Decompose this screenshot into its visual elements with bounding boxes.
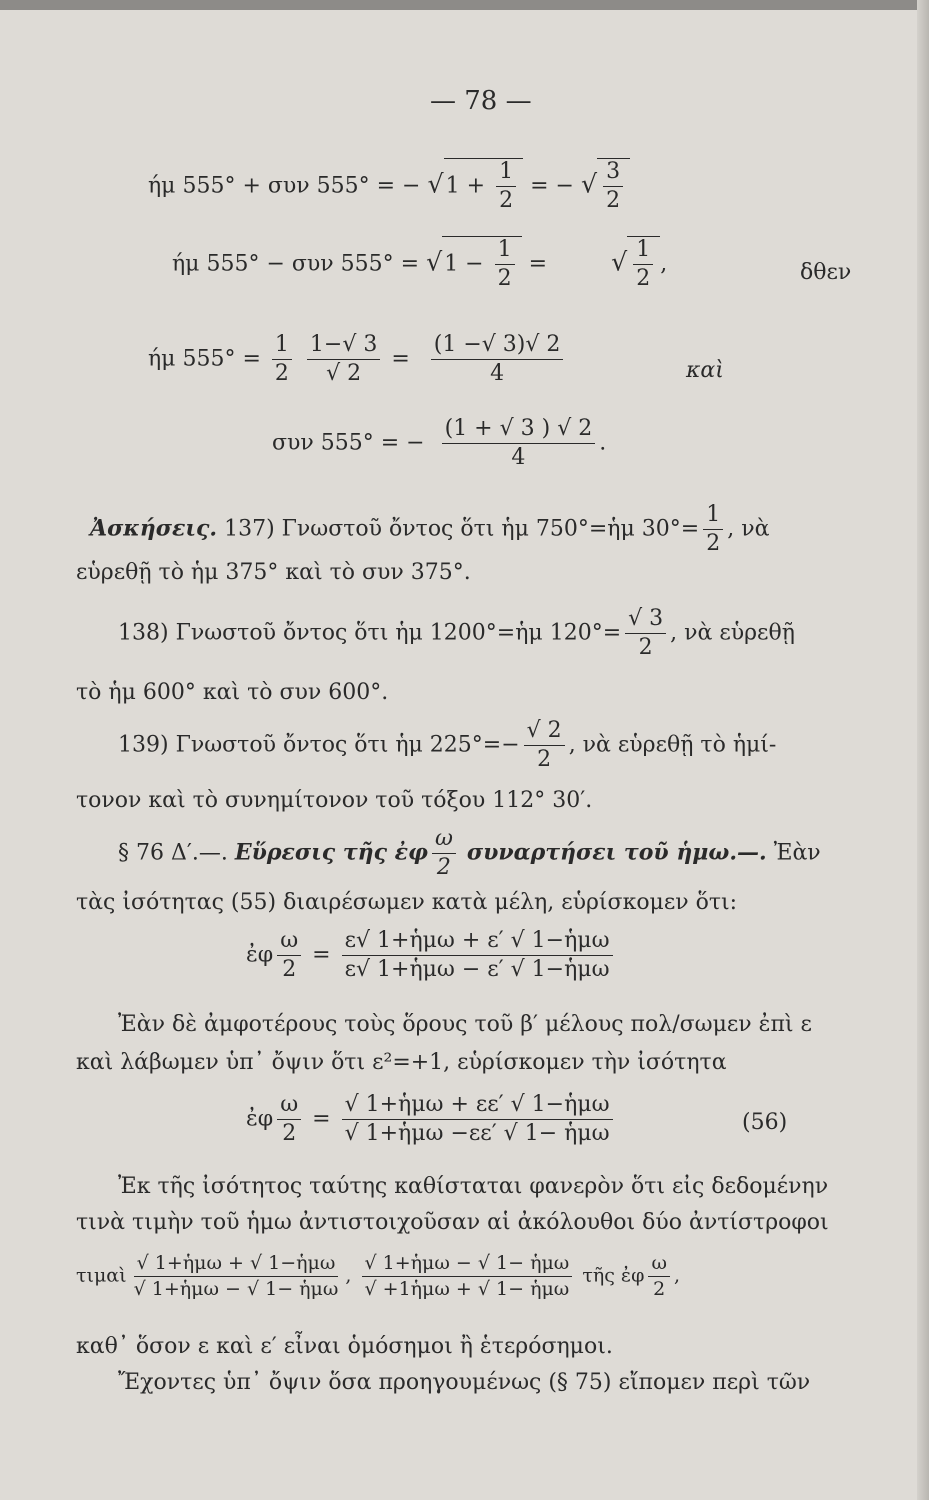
ex139-tail: , νὰ εὑρεθῇ τὸ ἡμί- [568, 732, 777, 758]
eq1-frac2-num: 3 [603, 161, 623, 187]
eq4-den: 4 [511, 445, 526, 470]
equation-1: ήμ 555° + συν 555° = − √1 + $\frac{1}{2}$ = − √ $\frac{3}{2}$ [148, 158, 630, 212]
text-ean-line1: Ἐὰν δὲ ἀμφοτέρους τοὺς ὅρους τοῦ β′ μέλους πολ/σωμεν ἐπὶ ε [118, 1012, 812, 1037]
ex139-frac-den: 2 [537, 747, 552, 772]
eq7-left: τιμαὶ [76, 1264, 127, 1287]
ex139-text: 139) Γνωστοῦ ὄντος ὅτι ἡμ 225°=− [118, 732, 520, 758]
eq1-rad: 1 + [445, 173, 486, 199]
scan-top-border [0, 0, 929, 10]
text-kath: καθ᾽ ὅσον ε καὶ ε′ εἶναι ὁμόσημοι ἢ ἑτερόσημοι. [76, 1334, 613, 1359]
eq4-tail: . [599, 430, 607, 456]
exercise-138-line2: τὸ ἡμ 600° καὶ τὸ συν 600°. [76, 680, 389, 705]
eq5-lf-num: ω [277, 930, 301, 956]
scan-right-edge [917, 0, 929, 1500]
eq5-den: ε√ 1+ἡμω − ε′ √ 1−ἡμω [344, 957, 610, 982]
eq3-f1-den: 2 [274, 361, 289, 386]
eq2-frac-num: 1 [495, 239, 515, 265]
eq3-f3-num: (1 −√ 3)√ 2 [431, 334, 564, 360]
text-echontes: Ἔχοντες ὑπ᾽ ὄψιν ὅσα προηγουμένως (§ 75) εἴπομεν περὶ τῶν [118, 1370, 811, 1395]
eq7-rf-num: ω [648, 1254, 670, 1277]
exercises-heading: Ἀσκήσεις. [90, 515, 218, 542]
eq1-frac-num: 1 [496, 161, 516, 187]
eq3-mid: = [391, 346, 410, 372]
eq3-word: καὶ [686, 358, 724, 383]
eq7-tail: , [673, 1264, 680, 1287]
eq2-frac2-num: 1 [633, 239, 653, 265]
eq2-frac2-den: 2 [636, 266, 651, 291]
ex138-frac-den: 2 [638, 635, 653, 660]
eq2-word: δθεν [800, 260, 852, 285]
exercise-137-line2: εὑρεθῇ τὸ ἡμ 375° καὶ τὸ συν 375°. [76, 560, 471, 585]
text-isotites: τὰς ἰσότητας (55) διαιρέσωμεν κατὰ μέλη, εὑρίσκομεν ὅτι: [76, 890, 738, 915]
eq2-rad: 1 − [444, 251, 484, 277]
eq3-f1-num: 1 [272, 334, 292, 360]
eq6-lf-num: ω [277, 1094, 301, 1120]
eq3-f2-num: 1−√ 3 [307, 334, 380, 360]
eq1-left: ήμ 555° + συν 555° = − [148, 173, 421, 199]
equation-5 [246, 930, 617, 981]
eq7-rf-den: 2 [653, 1278, 666, 1300]
eq5-left: ἐφ [246, 942, 274, 968]
eq1-frac2-den: 2 [606, 188, 621, 213]
sec76-num: § 76 Δ′.—. [118, 840, 228, 866]
equation-7 [76, 1254, 680, 1299]
equation-2: ήμ 555° − συν 555° = √1 − $\frac{1}{2}$ = √ $\frac{1}{2}$ , [172, 237, 668, 291]
ex138-text: 138) Γνωστοῦ ὄντος ὅτι ἡμ 1200°=ἡμ 120°= [118, 620, 622, 646]
ex139-frac-num: √ 2 [524, 720, 565, 746]
exercise-137-line1 [90, 504, 769, 555]
eq7-right: τῆς ἐφ [582, 1264, 645, 1287]
eq7-sep: , [345, 1264, 352, 1287]
eq4-left: συν 555° = − [272, 430, 425, 456]
eq6-den: √ 1+ἡμω −εε′ √ 1− ἡμω [344, 1121, 610, 1146]
eq7-f1-den: √ 1+ἡμω − √ 1− ἡμω [133, 1278, 339, 1300]
section-76-heading [118, 828, 821, 879]
eq1-frac-den: 2 [499, 188, 514, 213]
exercise-138-line1 [118, 608, 795, 659]
eq4-num: (1 + √ 3 ) √ 2 [442, 418, 596, 444]
eq6-num: √ 1+ἡμω + εε′ √ 1−ἡμω [342, 1094, 613, 1120]
eq5-lf-den: 2 [282, 957, 297, 982]
ex138-tail: , νὰ εὑρεθῇ [670, 620, 795, 646]
eq3-f2-den: √ 2 [326, 361, 362, 386]
exercise-139-line2: τονον καὶ τὸ συνημίτονον τοῦ τόξου 112° 30′. [76, 788, 593, 813]
text-ek-line2: τινὰ τιμὴν τοῦ ἡμω ἀντιστοιχοῦσαν αἱ ἀκόλουθοι δύο ἀντίστροφοι [76, 1210, 829, 1235]
eq6-lf-den: 2 [282, 1121, 297, 1146]
eq5-mid: = [312, 942, 331, 968]
eq2-left: ήμ 555° − συν 555° = [172, 251, 420, 277]
equation-3 [148, 334, 567, 385]
ex137-text: 137) Γνωστοῦ ὄντος ὅτι ἡμ 750°=ἡμ 30°= [224, 516, 700, 542]
eq6-left: ἐφ [246, 1106, 274, 1132]
equation-6 [246, 1094, 617, 1145]
eq7-f2-den: √ +1ἡμω + √ 1− ἡμω [364, 1278, 570, 1300]
eq2-mid: = [528, 251, 548, 277]
sec76-frac-num: ω [432, 828, 456, 854]
sec76-title-b: συναρτήσει τοῦ ἡμω.—. [466, 839, 767, 866]
text-ean-line2: καὶ λάβωμεν ὑπ᾽ ὄψιν ὅτι ε²=+1, εὑρίσκομεν τὴν ἰσότητα [76, 1050, 727, 1075]
page-number: — 78 — [430, 86, 532, 116]
sec76-tail: Ἐὰν [773, 840, 821, 866]
eq3-f3-den: 4 [490, 361, 505, 386]
eq7-f2-num: √ 1+ἡμω − √ 1− ἡμω [362, 1254, 573, 1277]
sec76-title-a: Εὕρεσις τῆς ἐφ [234, 839, 428, 866]
equation-label-56: (56) [742, 1110, 788, 1135]
ex138-frac-num: √ 3 [625, 608, 666, 634]
sec76-frac-den: 2 [436, 855, 451, 880]
eq2-tail: , [660, 251, 668, 277]
ex137-tail: , νὰ [727, 516, 770, 542]
eq1-mid: = − [530, 173, 574, 199]
equation-4 [272, 418, 606, 469]
eq5-num: ε√ 1+ἡμω + ε′ √ 1−ἡμω [342, 930, 613, 956]
ex137-frac-den: 2 [706, 531, 721, 556]
ex137-frac-num: 1 [703, 504, 723, 530]
exercise-139-line1 [118, 720, 776, 771]
text-ek-line1: Ἐκ τῆς ἰσότητος ταύτης καθίσταται φανερὸν ὅτι εἰς δεδομένην [118, 1174, 829, 1199]
eq2-frac-den: 2 [497, 266, 512, 291]
eq7-f1-num: √ 1+ἡμω + √ 1−ἡμω [134, 1254, 339, 1277]
eq6-mid: = [312, 1106, 331, 1132]
eq3-left: ήμ 555° = [148, 346, 261, 372]
